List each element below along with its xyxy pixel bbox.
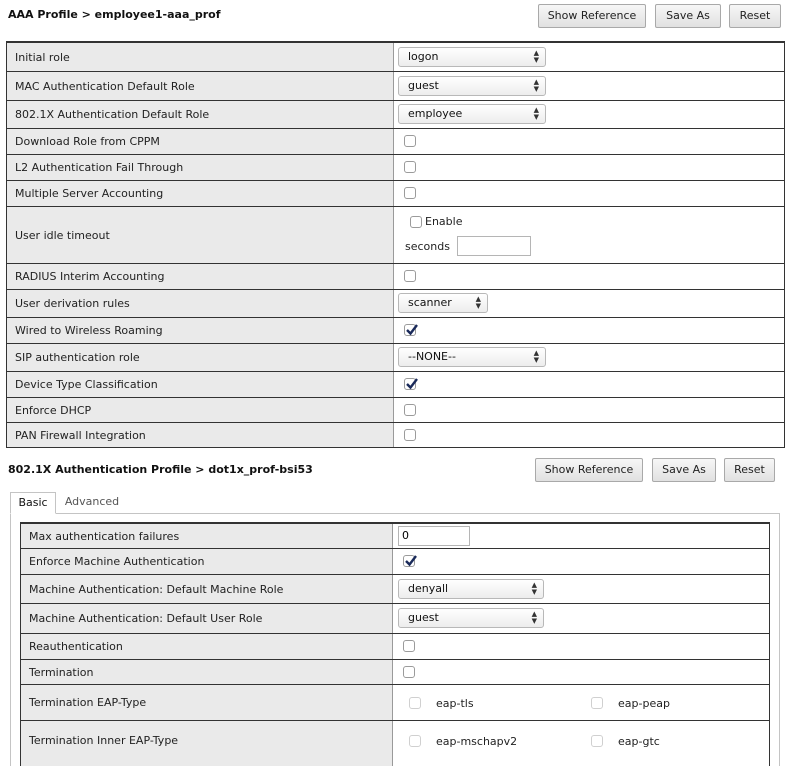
row-mac-auth-default-role xyxy=(7,72,784,100)
radius-interim-label: RADIUS Interim Accounting xyxy=(7,264,394,289)
row-pan-firewall xyxy=(7,423,784,447)
aaa-reset-button[interactable]: Reset xyxy=(729,4,781,28)
term-inner-eap-type-label: Termination Inner EAP-Type xyxy=(21,721,393,766)
aaa-save-as-button[interactable]: Save As xyxy=(655,4,721,28)
select-arrows-icon: ▲ ▼ xyxy=(533,78,539,93)
dot1x-profile-header xyxy=(0,455,787,485)
row-multiple-server-accounting xyxy=(7,181,784,206)
multi-server-acct-checkbox[interactable] xyxy=(404,187,416,199)
enforce-machine-label: Enforce Machine Authentication xyxy=(21,549,393,574)
select-arrows-icon: ▲ ▼ xyxy=(533,349,539,364)
row-user-derivation-rules xyxy=(7,290,784,317)
eap-mschapv2-label: eap-mschapv2 xyxy=(436,735,518,748)
derivation-rules-label: User derivation rules xyxy=(7,290,394,317)
eap-tls-label: eap-tls xyxy=(436,697,474,710)
sip-role-label: SIP authentication role xyxy=(7,344,394,371)
reauth-label: Reauthentication xyxy=(21,634,393,659)
idle-timeout-enable-label: Enable xyxy=(425,215,463,228)
aaa-show-reference-button[interactable]: Show Reference xyxy=(538,4,646,28)
select-arrows-icon: ▲ ▼ xyxy=(531,581,537,596)
row-machine-default-user-role xyxy=(21,604,769,633)
mac-auth-role-label: MAC Authentication Default Role xyxy=(7,72,394,100)
multi-server-acct-label: Multiple Server Accounting xyxy=(7,181,394,206)
dot1x-show-reference-button[interactable]: Show Reference xyxy=(535,458,643,482)
eap-gtc-label: eap-gtc xyxy=(618,735,660,748)
download-role-checkbox[interactable] xyxy=(404,135,416,147)
checkmark-icon xyxy=(405,377,419,391)
idle-timeout-label: User idle timeout xyxy=(7,207,394,263)
termination-label: Termination xyxy=(21,660,393,684)
idle-timeout-enable-checkbox[interactable] xyxy=(410,216,422,228)
machine-default-machine-role-select[interactable]: denyall ▲ ▼ xyxy=(398,579,544,599)
select-arrows-icon: ▲ ▼ xyxy=(475,295,481,310)
derivation-rules-select[interactable]: scanner ▲ ▼ xyxy=(398,293,488,313)
row-dot1x-default-role xyxy=(7,101,784,128)
dot1x-tab-strip xyxy=(10,492,780,514)
tab-basic[interactable]: Basic xyxy=(10,492,56,514)
row-download-role xyxy=(7,129,784,154)
row-wired-to-wireless-roaming xyxy=(7,318,784,343)
radius-interim-checkbox[interactable] xyxy=(404,270,416,282)
tab-advanced[interactable]: Advanced xyxy=(64,495,120,508)
machine-default-user-role-select[interactable]: guest ▲ ▼ xyxy=(398,608,544,628)
row-termination xyxy=(21,660,769,684)
dot1x-profile-table xyxy=(20,522,770,766)
download-role-label: Download Role from CPPM xyxy=(7,129,394,154)
dot1x-profile-title: 802.1X Authentication Profile > dot1x_prof-bsi53 xyxy=(8,463,313,476)
select-arrows-icon: ▲ ▼ xyxy=(533,49,539,64)
enforce-dhcp-checkbox[interactable] xyxy=(404,404,416,416)
initial-role-select[interactable]: logon ▲ ▼ xyxy=(398,47,546,67)
idle-timeout-seconds-label: seconds xyxy=(405,240,450,253)
l2-fail-through-label: L2 Authentication Fail Through xyxy=(7,155,394,180)
wired-roaming-checkbox[interactable] xyxy=(404,324,416,336)
row-sip-auth-role xyxy=(7,344,784,371)
select-arrows-icon: ▲ ▼ xyxy=(531,610,537,625)
pan-firewall-label: PAN Firewall Integration xyxy=(7,423,394,447)
enforce-dhcp-label: Enforce DHCP xyxy=(7,398,394,422)
pan-firewall-checkbox[interactable] xyxy=(404,429,416,441)
eap-peap-checkbox[interactable] xyxy=(591,697,603,709)
device-type-label: Device Type Classification xyxy=(7,372,394,397)
row-termination-inner-eap-type xyxy=(21,721,769,766)
eap-gtc-checkbox[interactable] xyxy=(591,735,603,747)
checkmark-icon xyxy=(404,554,418,568)
aaa-profile-header xyxy=(0,0,787,30)
row-user-idle-timeout xyxy=(7,207,784,263)
dot1x-reset-button[interactable]: Reset xyxy=(724,458,775,482)
termination-checkbox[interactable] xyxy=(403,666,415,678)
row-termination-eap-type xyxy=(21,685,769,720)
mac-auth-role-select[interactable]: guest ▲ ▼ xyxy=(398,76,546,96)
row-l2-fail-through xyxy=(7,155,784,180)
dot1x-role-select[interactable]: employee ▲ ▼ xyxy=(398,104,546,124)
select-arrows-icon: ▲ ▼ xyxy=(533,106,539,121)
reauth-checkbox[interactable] xyxy=(403,640,415,652)
aaa-profile-title: AAA Profile > employee1-aaa_prof xyxy=(8,8,221,21)
eap-peap-label: eap-peap xyxy=(618,697,670,710)
row-reauthentication xyxy=(21,634,769,659)
sip-role-select[interactable]: --NONE-- ▲ ▼ xyxy=(398,347,546,367)
eap-tls-checkbox[interactable] xyxy=(409,697,421,709)
term-eap-type-label: Termination EAP-Type xyxy=(21,685,393,720)
row-enforce-dhcp xyxy=(7,398,784,422)
machine-default-user-role-label: Machine Authentication: Default User Role xyxy=(21,604,393,633)
idle-timeout-seconds-input[interactable] xyxy=(457,236,531,256)
row-max-auth-failures xyxy=(21,524,769,548)
device-type-checkbox[interactable] xyxy=(404,378,416,390)
row-device-type-classification xyxy=(7,372,784,397)
initial-role-label: Initial role xyxy=(7,43,394,71)
max-fail-label: Max authentication failures xyxy=(21,524,393,548)
wired-roaming-label: Wired to Wireless Roaming xyxy=(7,318,394,343)
row-machine-default-machine-role xyxy=(21,575,769,603)
row-radius-interim xyxy=(7,264,784,289)
eap-mschapv2-checkbox[interactable] xyxy=(409,735,421,747)
max-fail-input[interactable]: 0 xyxy=(398,526,470,546)
aaa-profile-table xyxy=(6,41,785,448)
row-enforce-machine-auth xyxy=(21,549,769,574)
dot1x-role-label: 802.1X Authentication Default Role xyxy=(7,101,394,128)
checkmark-icon xyxy=(405,323,419,337)
machine-default-machine-role-label: Machine Authentication: Default Machine Role xyxy=(21,575,393,603)
l2-fail-through-checkbox[interactable] xyxy=(404,161,416,173)
enforce-machine-checkbox[interactable] xyxy=(403,555,415,567)
row-initial-role xyxy=(7,43,784,71)
dot1x-save-as-button[interactable]: Save As xyxy=(652,458,716,482)
